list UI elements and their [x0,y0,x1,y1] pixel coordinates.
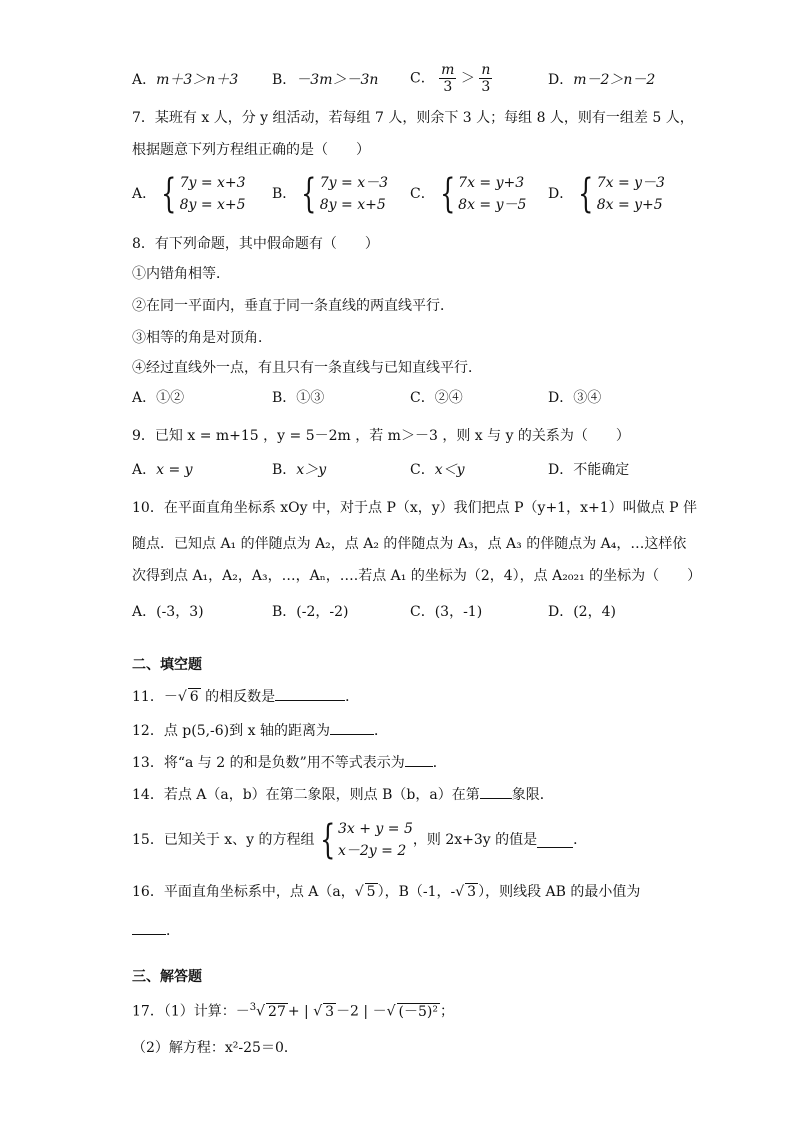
q14 [132,784,554,805]
equation: 7x = y+3 [458,175,525,191]
q17-prefix: 17．（1）计算：－ [132,1003,250,1020]
radicand: 6 [189,689,199,705]
brace: { [439,171,456,217]
equation: 8x = y－5 [458,197,527,213]
equation: x－2y = 2 [337,843,407,859]
equation: 8y = x+5 [319,197,386,213]
option-label: C． [410,70,435,87]
q10-line2: 随点．已知点 A₁ 的伴随点为 A₂，点 A₂ 的伴随点为 A₃，点 A₃ 的伴随点为 A₄，…这样依 [132,536,687,552]
q7-option-c[interactable] [410,172,526,216]
q7-option-a[interactable] [132,172,246,216]
q11 [132,686,359,707]
q7-option-d[interactable] [548,172,665,216]
option-label: D． [548,72,574,88]
q8-statement-1: ①内错角相等． [132,266,230,282]
sqrt-icon: √ [455,884,465,900]
q7-option-b[interactable] [272,172,388,216]
numerator: m [441,62,455,78]
q10-line3: 次得到点 A₁，A₂，A₃，…，Aₙ，….若点 A₁ 的坐标为（2，4），点 A₂₀₂₁ 的坐标为（ ） [132,568,702,584]
option-text: x＜y [434,462,465,478]
equation: 8x = y+5 [596,197,663,213]
q6-option-c[interactable] [410,62,492,95]
q16-mid: ），B（-1，- [377,884,456,900]
option-label: D． [548,186,574,202]
brace: { [319,817,335,863]
sqrt-icon: √ [386,1003,396,1020]
q10-line1: 10．在平面直角坐标系 xOy 中，对于点 P（x，y）我们把点 P（y+1，x+1）叫做点 P 伴 [132,500,697,516]
option-label: C． [410,186,435,202]
q11-text: 的相反数是 [200,689,276,705]
q7-line2: 根据题意下列方程组正确的是（ ） [132,142,370,158]
q8-statement-2: ②在同一平面内，垂直于同一条直线的两直线平行． [132,298,454,314]
q12-text: 12．点 p(5,-6)到 x 轴的距离为 [132,723,330,739]
denominator: 3 [481,79,491,95]
numerator: n [481,62,491,78]
q8-stem: 8．有下列命题，其中假命题有（ ） [132,236,379,252]
q10-option-b[interactable]: B．(-2，-2) [272,604,349,620]
option-label: C． [410,462,435,478]
radicand: 27 [268,1003,286,1020]
q16-text: ），则线段 AB 的最小值为 [478,884,641,900]
q6-option-d[interactable] [548,70,655,90]
section-fill-in-heading: 二、填空题 [132,657,202,673]
q13-text: 13．将“a 与 2 的和是负数”用不等式表示为 [132,755,405,771]
q12 [132,720,388,741]
q8-option-a[interactable]: A．①② [132,390,185,406]
gt-sign: ＞ [460,70,475,87]
option-text: －3m＞－3n [296,72,379,88]
q15-prefix: 15．已知关于 x、y 的方程组 [132,832,315,848]
q10-option-a[interactable]: A．(-3，3) [132,604,204,620]
period: ． [166,923,180,939]
q15 [132,818,587,862]
answer-blank[interactable] [275,686,345,701]
q9-option-c[interactable] [410,460,465,480]
option-label: A． [132,186,157,202]
sqrt-icon: √ [354,884,364,900]
option-text: x = y [156,462,193,478]
option-text: m－2＞n－2 [573,72,656,88]
sqrt-icon: √ [313,1003,323,1020]
option-text: x＞y [296,462,327,478]
abs-close: －2 | － [336,1003,387,1020]
equation: 7x = y－3 [596,175,665,191]
q16-answer-line [132,920,180,941]
answer-blank[interactable] [480,784,512,799]
radicand: (－5)² [398,1003,438,1020]
fraction-m-3 [439,62,456,95]
q17-part1 [132,998,454,1022]
q10-option-c[interactable]: C．(3，-1) [410,604,483,620]
q6-option-b[interactable] [272,70,378,90]
brace: { [161,171,177,217]
period: ． [432,755,447,771]
q14-suffix: 象限． [511,787,554,803]
brace: { [578,171,594,217]
option-label: B． [272,462,297,478]
period: ． [345,689,360,705]
q13 [132,752,447,773]
answer-blank[interactable] [537,833,573,848]
q16 [132,882,640,902]
q8-option-c[interactable]: C．②④ [410,390,463,406]
q17-part2: （2）解方程：x²-25＝0． [132,1040,298,1056]
denominator: 3 [443,79,453,95]
option-label: A． [132,72,157,88]
q14-text: 14．若点 A（a，b）在第二象限，则点 B（b，a）在第 [132,787,480,803]
answer-blank[interactable] [405,752,433,767]
q16-prefix: 16．平面直角坐标系中，点 A（a， [132,884,355,900]
q9-option-a[interactable] [132,460,193,480]
period: ． [573,832,588,848]
sqrt-icon: √ [177,689,187,705]
semicolon: ； [439,1003,454,1020]
q9-stem: 9．已知 x = m+15 ，y = 5－2m ，若 m＞－3 ，则 x 与 y 的关系为（ ） [132,428,630,444]
abs-open: + | [287,1003,314,1020]
q8-option-d[interactable]: D．③④ [548,390,602,406]
q9-option-d[interactable]: D．不能确定 [548,462,630,478]
period: ． [373,723,388,739]
equation: 3x + y = 5 [337,821,413,837]
option-text: m＋3＞n＋3 [156,72,239,88]
answer-blank[interactable] [330,720,374,735]
option-label: B． [272,72,297,88]
equation: 7y = x－3 [319,175,388,191]
q8-statement-3: ③相等的角是对顶角． [132,330,272,346]
radicand: 5 [366,884,376,900]
q9-option-b[interactable] [272,460,326,480]
option-label: A． [132,462,157,478]
q8-option-b[interactable]: B．①③ [272,390,325,406]
q11-prefix: 11．－ [132,689,178,705]
fraction-n-3 [479,62,492,95]
q10-option-d[interactable]: D．(2，4) [548,604,616,620]
option-label: B． [272,186,297,202]
equation: 7y = x+3 [179,175,246,191]
q6-option-a[interactable] [132,70,238,90]
sqrt-icon: √ [256,1003,266,1020]
q8-statement-4: ④经过直线外一点，有且只有一条直线与已知直线平行． [132,360,482,376]
radicand: 3 [325,1003,335,1020]
q15-text: ，则 2x+3y 的值是 [412,832,538,848]
radicand: 3 [467,884,477,900]
root-index: 3 [249,1002,257,1013]
equation: 8y = x+5 [179,197,246,213]
answer-blank[interactable] [132,920,166,935]
section-solution-heading: 三、解答题 [132,969,202,985]
q7-line1: 7．某班有 x 人，分 y 组活动，若每组 7 人，则余下 3 人；每组 8 人，则有一组差 5 人， [132,110,694,126]
brace: { [301,171,317,217]
